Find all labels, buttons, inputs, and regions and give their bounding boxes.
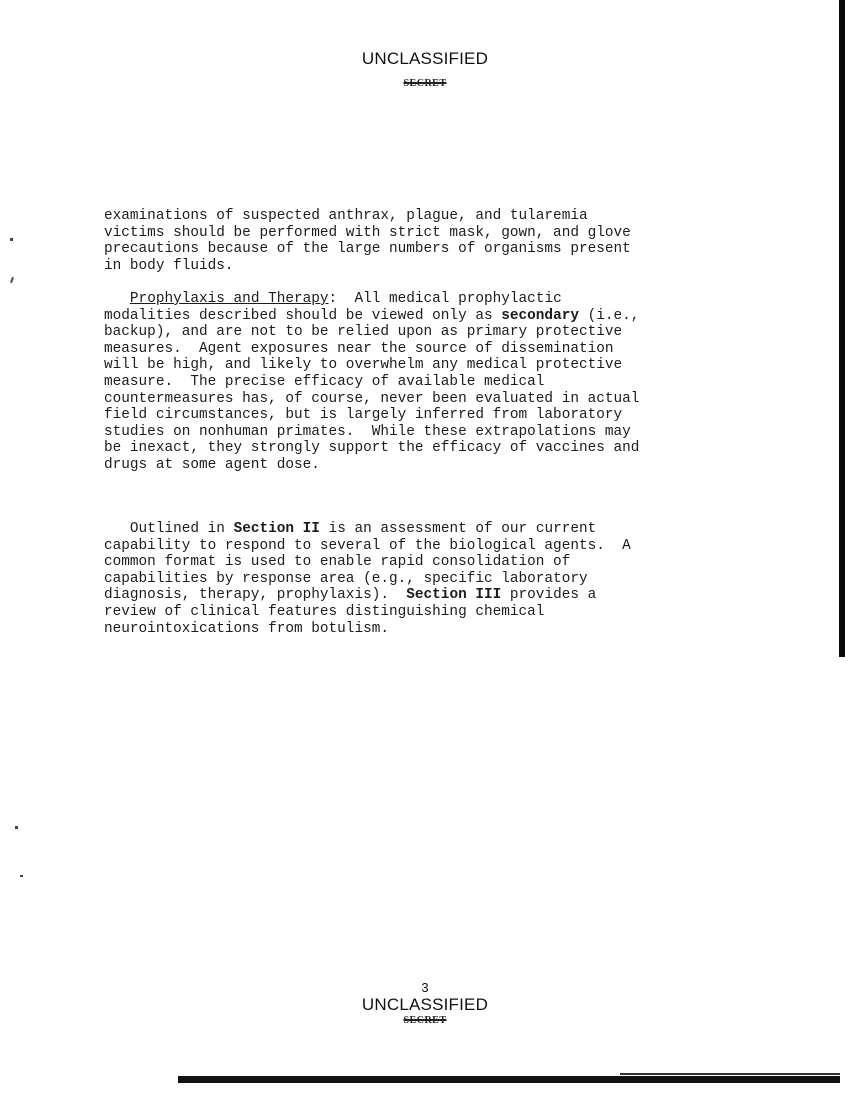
text-line: neurointoxications from botulism. — [104, 620, 389, 637]
text-line: in body fluids. — [104, 257, 234, 274]
scan-speck — [10, 277, 14, 283]
text-line: studies on nonhuman primates. While these extrapolations may — [104, 423, 631, 440]
text-line: Prophylaxis and Therapy: All medical prophylactic — [129, 291, 562, 307]
text-line: modalities described should be viewed only as secondary (i.e., — [104, 307, 640, 324]
scan-speck — [10, 238, 13, 241]
paragraph-precautions — [104, 208, 744, 274]
scan-speck — [15, 826, 18, 829]
header-struck-marking: SECRET — [403, 78, 447, 89]
section-heading: Prophylaxis and Therapy — [129, 291, 329, 307]
scan-bottom-bar — [178, 1076, 840, 1083]
text-line: precautions because of the large numbers of organisms present — [104, 241, 631, 258]
paragraph-prophylaxis — [104, 291, 744, 474]
header-classification: UNCLASSIFIED — [361, 49, 489, 68]
emphasis-secondary: secondary — [501, 307, 579, 324]
text-line: capability to respond to several of the biological agents. A — [104, 537, 631, 554]
footer-struck-marking: SECRET — [403, 1015, 447, 1026]
scan-edge-bar — [839, 0, 845, 657]
text-line: Outlined in Section II is an assessment of our current — [129, 521, 597, 537]
scan-edge-line — [620, 1073, 840, 1075]
text-line: common format is used to enable rapid consolidation of — [104, 554, 571, 571]
text-line: victims should be performed with strict mask, gown, and glove — [104, 224, 631, 241]
text-line: drugs at some agent dose. — [104, 456, 320, 473]
text-line: capabilities by response area (e.g., specific laboratory — [104, 570, 588, 587]
text-line: field circumstances, but is largely inferred from laboratory — [104, 407, 623, 424]
text-line: will be high, and likely to overwhelm any medical protective — [104, 357, 623, 374]
text-line: diagnosis, therapy, prophylaxis). Section III provides a — [104, 587, 597, 604]
text-line: be inexact, they strongly support the efficacy of vaccines and — [104, 440, 640, 457]
page-number: 3 — [421, 980, 429, 995]
text-line: examinations of suspected anthrax, plague, and tularemia — [104, 208, 588, 224]
text-line: countermeasures has, of course, never been evaluated in actual — [104, 390, 640, 407]
text-line: measure. The precise efficacy of available medical — [104, 373, 545, 390]
emphasis-section-iii: Section III — [406, 587, 502, 604]
text-line: review of clinical features distinguishing chemical — [104, 603, 545, 620]
scan-speck — [20, 875, 23, 877]
text-line: backup), and are not to be relied upon as primary protective — [104, 324, 623, 341]
emphasis-section-ii: Section II — [233, 521, 320, 537]
footer-classification: UNCLASSIFIED — [361, 995, 489, 1014]
text-line: measures. Agent exposures near the source of dissemination — [104, 340, 614, 357]
paragraph-outline — [104, 521, 744, 637]
